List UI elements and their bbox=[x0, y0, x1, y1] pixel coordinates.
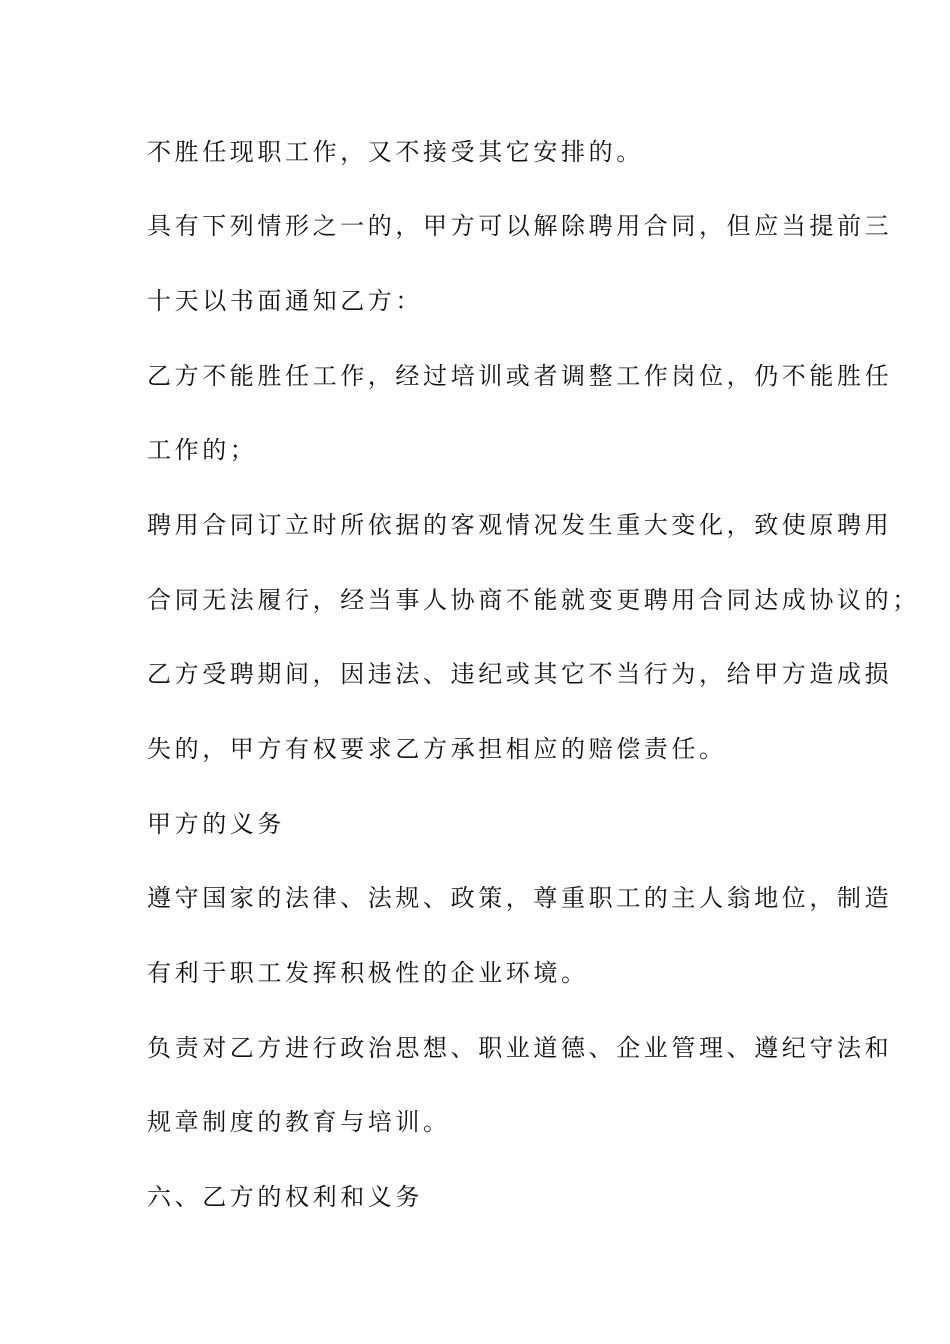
text-line: 乙方不能胜任工作，经过培训或者调整工作岗位，仍不能胜任 bbox=[147, 362, 893, 390]
text-line: 十天以书面通知乙方： bbox=[147, 287, 423, 315]
text-line: 聘用合同订立时所依据的客观情况发生重大变化，致使原聘用 bbox=[147, 511, 893, 539]
section-heading: 六、乙方的权利和义务 bbox=[147, 1183, 423, 1211]
text-line: 具有下列情形之一的，甲方可以解除聘用合同，但应当提前三 bbox=[147, 212, 893, 240]
text-line: 负责对乙方进行政治思想、职业道德、企业管理、遵纪守法和 bbox=[147, 1034, 893, 1062]
text-line: 工作的； bbox=[147, 436, 258, 464]
section-heading: 甲方的义务 bbox=[147, 810, 285, 838]
text-line: 不胜任现职工作，又不接受其它安排的。 bbox=[147, 138, 644, 166]
text-line: 失的，甲方有权要求乙方承担相应的赔偿责任。 bbox=[147, 735, 727, 763]
text-line: 有利于职工发挥积极性的企业环境。 bbox=[147, 959, 589, 987]
text-line: 规章制度的教育与培训。 bbox=[147, 1108, 451, 1136]
text-line: 合同无法履行，经当事人协商不能就变更聘用合同达成协议的； bbox=[147, 586, 920, 614]
text-line: 乙方受聘期间，因违法、违纪或其它不当行为，给甲方造成损 bbox=[147, 660, 893, 688]
text-line: 遵守国家的法律、法规、政策，尊重职工的主人翁地位，制造 bbox=[147, 884, 893, 912]
